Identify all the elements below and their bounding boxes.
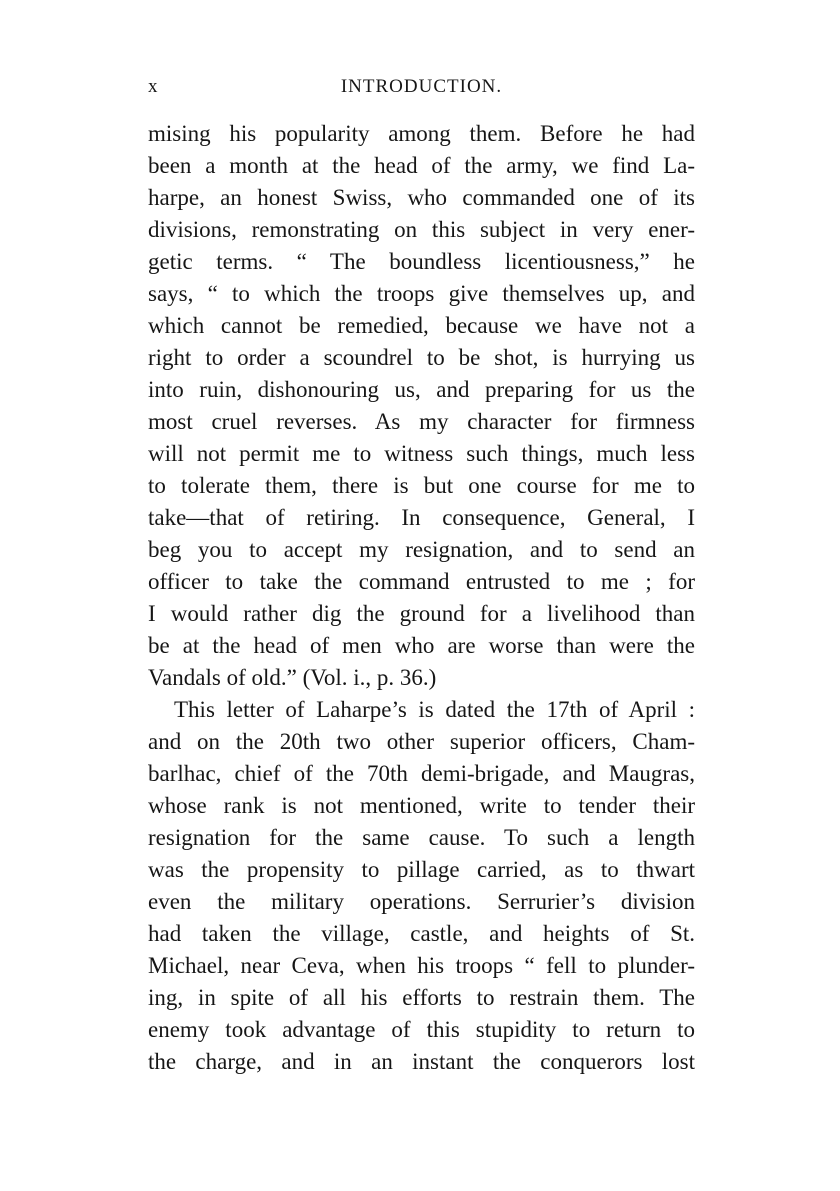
page-number: x xyxy=(148,76,159,97)
text-line: beg you to accept my resignation, and to send an xyxy=(148,537,695,562)
text-line: be at the head of men who are worse than were the xyxy=(148,633,695,658)
text-line: had taken the village, castle, and heights of St. xyxy=(148,921,695,946)
text-line: mising his popularity among them. Before he had xyxy=(148,121,695,146)
running-head xyxy=(148,76,695,104)
text-line: says, “ to which the troops give themselves up, and xyxy=(148,281,695,306)
text-line: whose rank is not mentioned, write to tender their xyxy=(148,793,695,818)
text-line: been a month at the head of the army, we find La- xyxy=(148,153,695,178)
body-text xyxy=(148,118,695,1078)
text-line: resignation for the same cause. To such a length xyxy=(148,825,695,850)
text-line: Michael, near Ceva, when his troops “ fell to plunder- xyxy=(148,953,695,978)
text-line: and on the 20th two other superior officers, Cham- xyxy=(148,729,695,754)
text-line: ing, in spite of all his efforts to restrain them. The xyxy=(148,985,695,1010)
text-line: which cannot be remedied, because we have not a xyxy=(148,313,695,338)
text-line: take—that of retiring. In consequence, General, I xyxy=(148,505,695,530)
text-line: to tolerate them, there is but one course for me to xyxy=(148,473,695,498)
text-line: was the propensity to pillage carried, as to thwart xyxy=(148,857,695,882)
text-line: divisions, remonstrating on this subject in very ener- xyxy=(148,217,695,242)
paragraph-start-line: This letter of Laharpe’s is dated the 17th of April : xyxy=(174,697,695,722)
text-line: the charge, and in an instant the conquerors lost xyxy=(148,1049,695,1074)
text-line: officer to take the command entrusted to me ; for xyxy=(148,569,695,594)
text-line: into ruin, dishonouring us, and preparing for us the xyxy=(148,377,695,402)
text-line: barlhac, chief of the 70th demi-brigade, and Maugras, xyxy=(148,761,695,786)
text-line: harpe, an honest Swiss, who commanded one of its xyxy=(148,185,695,210)
text-line: will not permit me to witness such things, much less xyxy=(148,441,695,466)
text-line: getic terms. “ The boundless licentiousness,” he xyxy=(148,249,695,274)
text-line: enemy took advantage of this stupidity to return to xyxy=(148,1017,695,1042)
text-line: Vandals of old.” (Vol. i., p. 36.) xyxy=(148,665,437,690)
text-line: most cruel reverses. As my character for firmness xyxy=(148,409,695,434)
text-line: even the military operations. Serrurier’s division xyxy=(148,889,695,914)
text-line: I would rather dig the ground for a livelihood than xyxy=(148,601,695,626)
text-line: right to order a scoundrel to be shot, is hurrying us xyxy=(148,345,695,370)
running-head-title: INTRODUCTION. xyxy=(340,76,503,97)
